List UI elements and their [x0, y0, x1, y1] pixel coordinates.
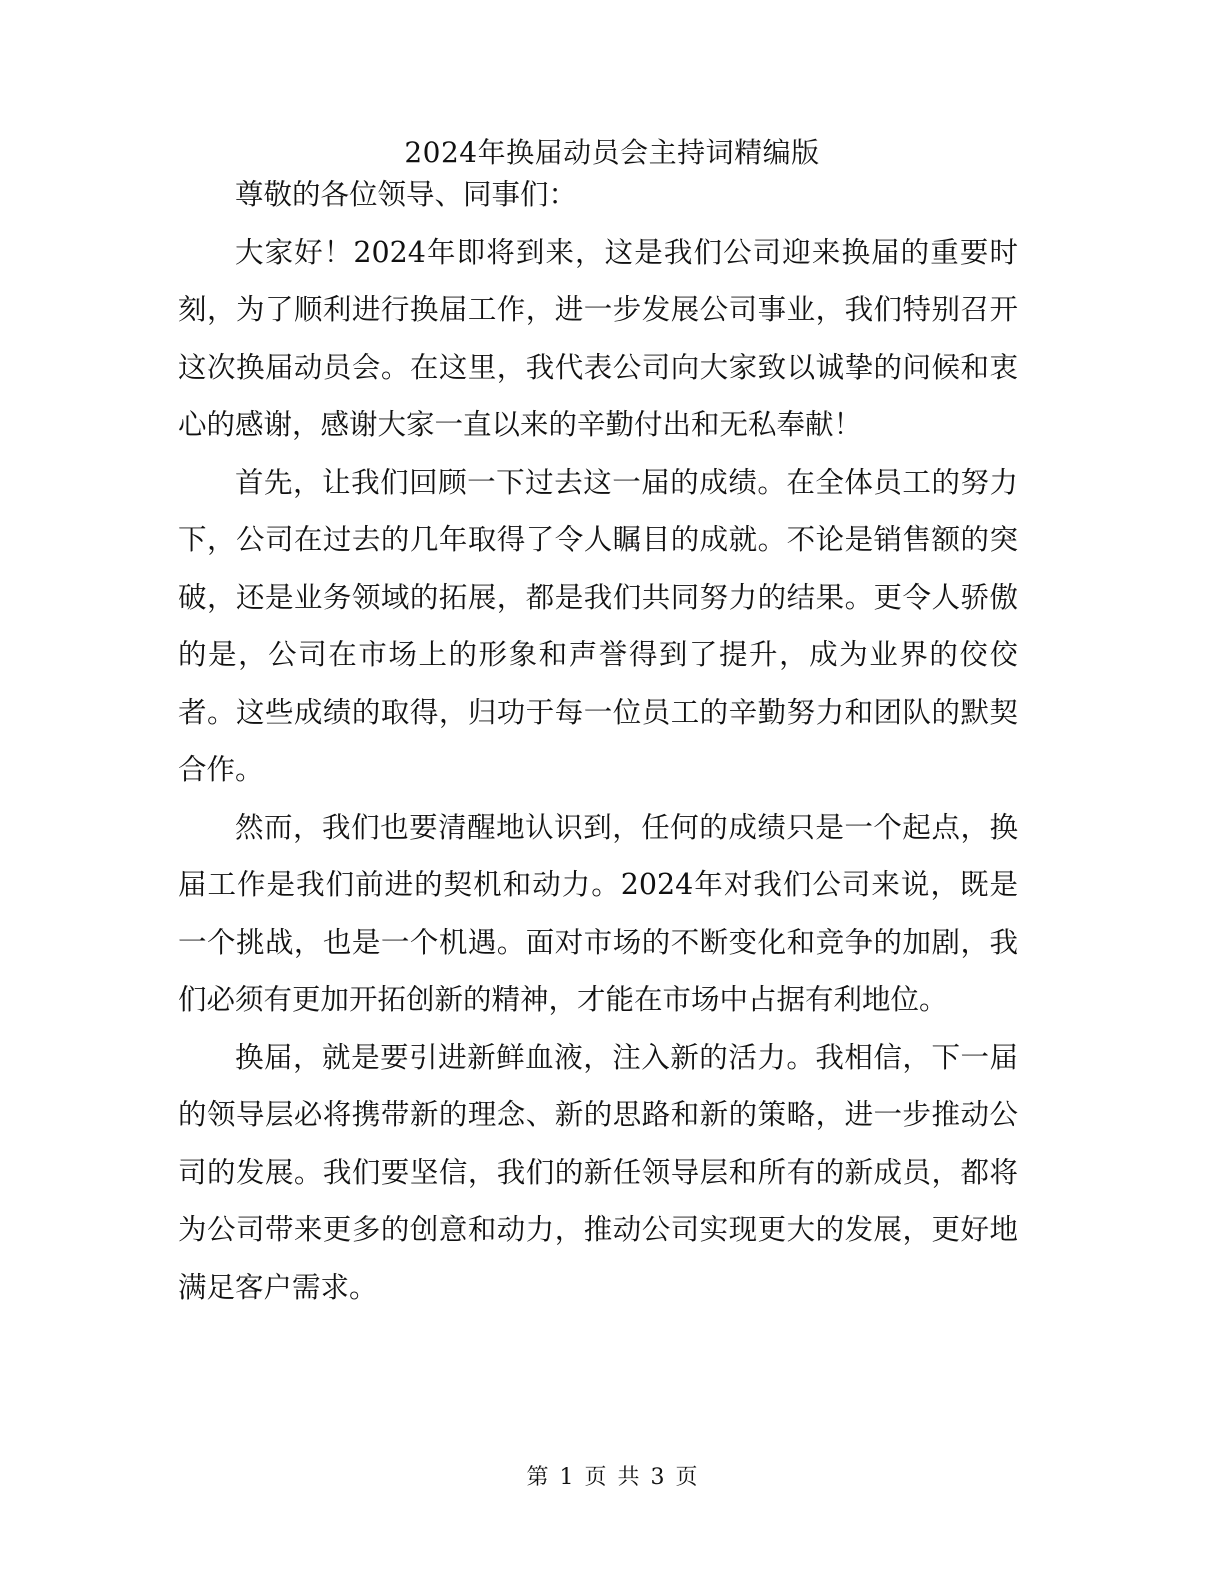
document-title: 2024年换届动员会主持词精编版	[404, 136, 820, 169]
page-footer: 第 1 页 共 3 页	[526, 1465, 698, 1490]
paragraph-greeting: 大家好！2024年即将到来，这是我们公司迎来换届的重要时刻，为了顺利进行换届工作，进一步发展公司事业，我们特别召开这次换届动员会。在这里，我代表公司向大家致以诚挚的问候和衷心的感谢，感谢大家一直以来的辛勤付出和无私奉献！	[178, 235, 1018, 441]
paragraph-salutation: 尊敬的各位领导、同事们：	[235, 178, 578, 211]
paragraph-new-leadership: 换届，就是要引进新鲜血液，注入新的活力。我相信，下一届的领导层必将携带新的理念、新的思路和新的策略，进一步推动公司的发展。我们要坚信，我们的新任领导层和所有的新成员，都将为公司带来更多的创意和动力，推动公司实现更大的发展，更好地满足客户需求。	[178, 1040, 1018, 1304]
paragraph-review: 首先，让我们回顾一下过去这一届的成绩。在全体员工的努力下，公司在过去的几年取得了令人瞩目的成就。不论是销售额的突破，还是业务领域的拓展，都是我们共同努力的结果。更令人骄傲的是，公司在市场上的形象和声誉得到了提升，成为业界的佼佼者。这些成绩的取得，归功于每一位员工的辛勤努力和团队的默契合作。	[178, 465, 1018, 786]
document-body	[178, 166, 1018, 1316]
paragraph-challenge: 然而，我们也要清醒地认识到，任何的成绩只是一个起点，换届工作是我们前进的契机和动力。2024年对我们公司来说，既是一个挑战，也是一个机遇。面对市场的不断变化和竞争的加剧，我们必须有更加开拓创新的精神，才能在市场中占据有利地位。	[178, 810, 1018, 1016]
